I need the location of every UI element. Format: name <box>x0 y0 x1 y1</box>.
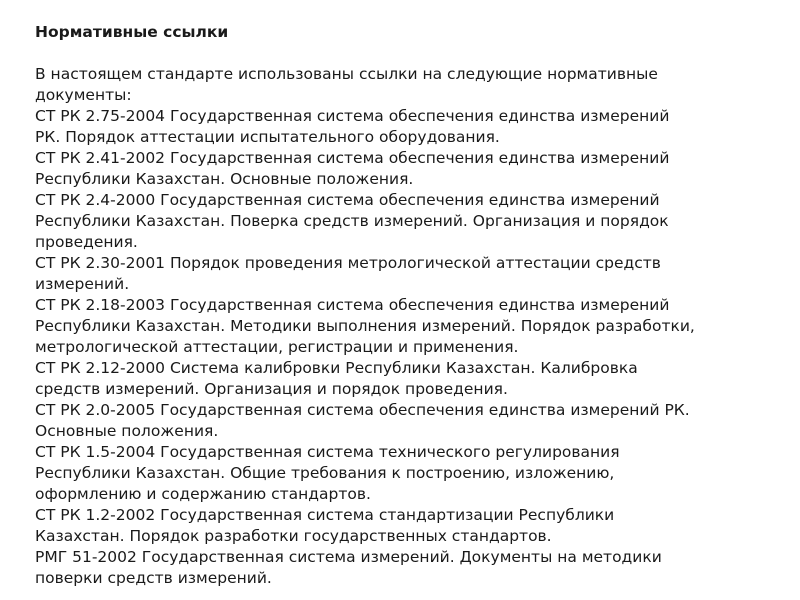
reference-line: СТ РК 2.30-2001 Порядок проведения метрологической аттестации средств <box>35 254 661 272</box>
reference-line: метрологической аттестации, регистрации и применения. <box>35 338 519 356</box>
reference-line: СТ РК 2.4-2000 Государственная система обеспечения единства измерений <box>35 191 660 209</box>
intro-line: документы: <box>35 86 132 104</box>
reference-line: Республики Казахстан. Общие требования к построению, изложению, <box>35 464 615 482</box>
reference-line: Республики Казахстан. Методики выполнения измерений. Порядок разработки, <box>35 317 695 335</box>
reference-item <box>35 547 795 589</box>
reference-line: поверки средств измерений. <box>35 569 272 587</box>
reference-item <box>35 295 795 358</box>
reference-line: средств измерений. Организация и порядок проведения. <box>35 380 508 398</box>
reference-line: СТ РК 2.12-2000 Система калибровки Республики Казахстан. Калибровка <box>35 359 638 377</box>
reference-item <box>35 190 795 253</box>
reference-line: Республики Казахстан. Основные положения. <box>35 170 414 188</box>
reference-line: РК. Порядок аттестации испытательного оборудования. <box>35 128 500 146</box>
reference-item <box>35 358 795 400</box>
reference-line: Республики Казахстан. Поверка средств измерений. Организация и порядок <box>35 212 669 230</box>
reference-line: СТ РК 2.18-2003 Государственная система обеспечения единства измерений <box>35 296 670 314</box>
reference-line: измерений. <box>35 275 130 293</box>
reference-item <box>35 253 795 295</box>
reference-item <box>35 400 795 442</box>
reference-line: Основные положения. <box>35 422 219 440</box>
reference-line: РМГ 51-2002 Государственная система измерений. Документы на методики <box>35 548 662 566</box>
reference-line: СТ РК 1.5-2004 Государственная система технического регулирования <box>35 443 620 461</box>
reference-line: оформлению и содержанию стандартов. <box>35 485 371 503</box>
reference-line: СТ РК 2.75-2004 Государственная система обеспечения единства измерений <box>35 107 670 125</box>
reference-item <box>35 148 795 190</box>
reference-line: СТ РК 2.0-2005 Государственная система обеспечения единства измерений РК. <box>35 401 690 419</box>
reference-line: Казахстан. Порядок разработки государственных стандартов. <box>35 527 552 545</box>
intro-line: В настоящем стандарте использованы ссылки на следующие нормативные <box>35 65 658 83</box>
reference-line: проведения. <box>35 233 138 251</box>
reference-item <box>35 505 795 547</box>
reference-item <box>35 106 795 148</box>
document-page <box>35 22 795 589</box>
intro-paragraph <box>35 64 795 106</box>
references-list <box>35 106 795 589</box>
reference-item <box>35 442 795 505</box>
section-heading: Нормативные ссылки <box>35 23 229 41</box>
reference-line: СТ РК 2.41-2002 Государственная система обеспечения единства измерений <box>35 149 670 167</box>
reference-line: СТ РК 1.2-2002 Государственная система стандартизации Республики <box>35 506 615 524</box>
